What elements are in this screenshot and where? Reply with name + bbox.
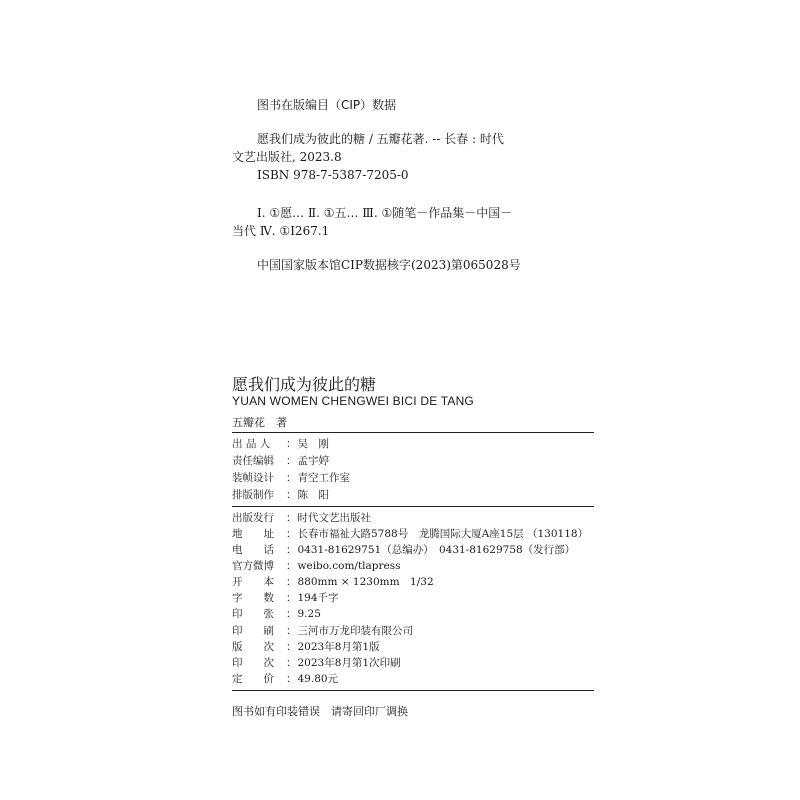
publication-separator: ：	[286, 512, 297, 524]
publication-label: 官方微博	[232, 560, 274, 572]
credit-row	[232, 454, 329, 468]
divider-middle	[232, 506, 594, 507]
publication-value: 0431-81629751（总编办） 0431-81629758（发行部）	[297, 544, 576, 556]
publication-label: 出版发行	[232, 512, 274, 524]
publication-value: 2023年8月第1版	[297, 641, 380, 653]
credit-row	[232, 437, 329, 451]
publication-separator: ：	[286, 625, 297, 637]
publication-row	[232, 607, 321, 621]
publication-row	[232, 559, 401, 573]
credit-value: 陈 阳	[297, 489, 329, 501]
publication-separator: ：	[286, 544, 297, 556]
publication-value: 194千字	[297, 592, 339, 604]
publication-value: 2023年8月第1次印刷	[297, 657, 401, 669]
credit-separator: ：	[286, 489, 297, 501]
publication-row	[232, 672, 338, 686]
publication-value: 三河市万龙印装有限公司	[297, 625, 413, 637]
credit-row	[232, 488, 329, 502]
publication-row	[232, 591, 339, 605]
publication-value: 49.80元	[297, 673, 339, 685]
cip-heading: 图书在版编目（CIP）数据	[257, 98, 397, 112]
credit-separator: ：	[286, 472, 297, 484]
credit-label: 排版制作	[232, 489, 274, 501]
publication-row	[232, 640, 380, 654]
publication-value: weibo.com/tlapress	[297, 560, 401, 572]
publication-separator: ：	[286, 560, 297, 572]
cip-line-5: 当代 Ⅳ. ①I267.1	[232, 224, 330, 238]
publication-row	[232, 527, 588, 541]
publication-row	[232, 511, 371, 525]
credit-value: 孟宇婷	[297, 455, 329, 467]
publication-separator: ：	[286, 576, 297, 588]
publication-separator: ：	[286, 657, 297, 669]
publication-row	[232, 543, 575, 557]
publication-label: 印 张	[232, 608, 274, 620]
publication-separator: ：	[286, 528, 297, 540]
book-author: 五瓣花 著	[232, 416, 287, 429]
credit-separator: ：	[286, 438, 297, 450]
credit-label: 责任编辑	[232, 455, 274, 467]
publication-label: 地 址	[232, 528, 274, 540]
publication-row	[232, 656, 401, 670]
publication-label: 印 次	[232, 657, 274, 669]
publication-label: 字 数	[232, 592, 274, 604]
cip-isbn: ISBN 978-7-5387-7205-0	[257, 168, 409, 182]
publication-label: 印 刷	[232, 625, 274, 637]
cip-line-4: Ⅰ. ①愿… Ⅱ. ①五… Ⅲ. ①随笔－作品集－中国－	[257, 206, 513, 220]
publication-label: 电 话	[232, 544, 274, 556]
credit-row	[232, 471, 350, 485]
divider-bottom	[232, 690, 594, 691]
publication-label: 版 次	[232, 641, 274, 653]
publication-row	[232, 624, 413, 638]
publication-label: 定 价	[232, 673, 274, 685]
publication-separator: ：	[286, 592, 297, 604]
publication-separator: ：	[286, 673, 297, 685]
publication-separator: ：	[286, 608, 297, 620]
publication-value: 880mm × 1230mm 1/32	[297, 576, 434, 588]
credit-separator: ：	[286, 455, 297, 467]
publication-separator: ：	[286, 641, 297, 653]
divider-top	[232, 432, 594, 433]
credit-value: 吴 刚	[297, 438, 329, 450]
cip-line-1: 愿我们成为彼此的糖 / 五瓣花著. -- 长春 : 时代	[257, 132, 504, 146]
publication-value: 9.25	[297, 608, 321, 620]
publication-row	[232, 575, 434, 589]
credit-label: 出 品 人	[232, 438, 271, 450]
credit-value: 青空工作室	[297, 472, 350, 484]
cip-line-2: 文艺出版社, 2023.8	[232, 150, 342, 164]
cip-line-6: 中国国家版本馆CIP数据核字(2023)第065028号	[257, 258, 521, 272]
book-title-pinyin: YUAN WOMEN CHENGWEI BICI DE TANG	[232, 394, 474, 408]
publication-label: 开 本	[232, 576, 274, 588]
publication-value: 长春市福祉大路5788号 龙腾国际大厦A座15层 （130118）	[297, 528, 589, 540]
credit-label: 装帧设计	[232, 472, 274, 484]
publication-value: 时代文艺出版社	[297, 512, 371, 524]
printing-error-notice: 图书如有印装错误 请寄回印厂调换	[232, 705, 408, 718]
book-title-chinese: 愿我们成为彼此的糖	[232, 375, 377, 394]
